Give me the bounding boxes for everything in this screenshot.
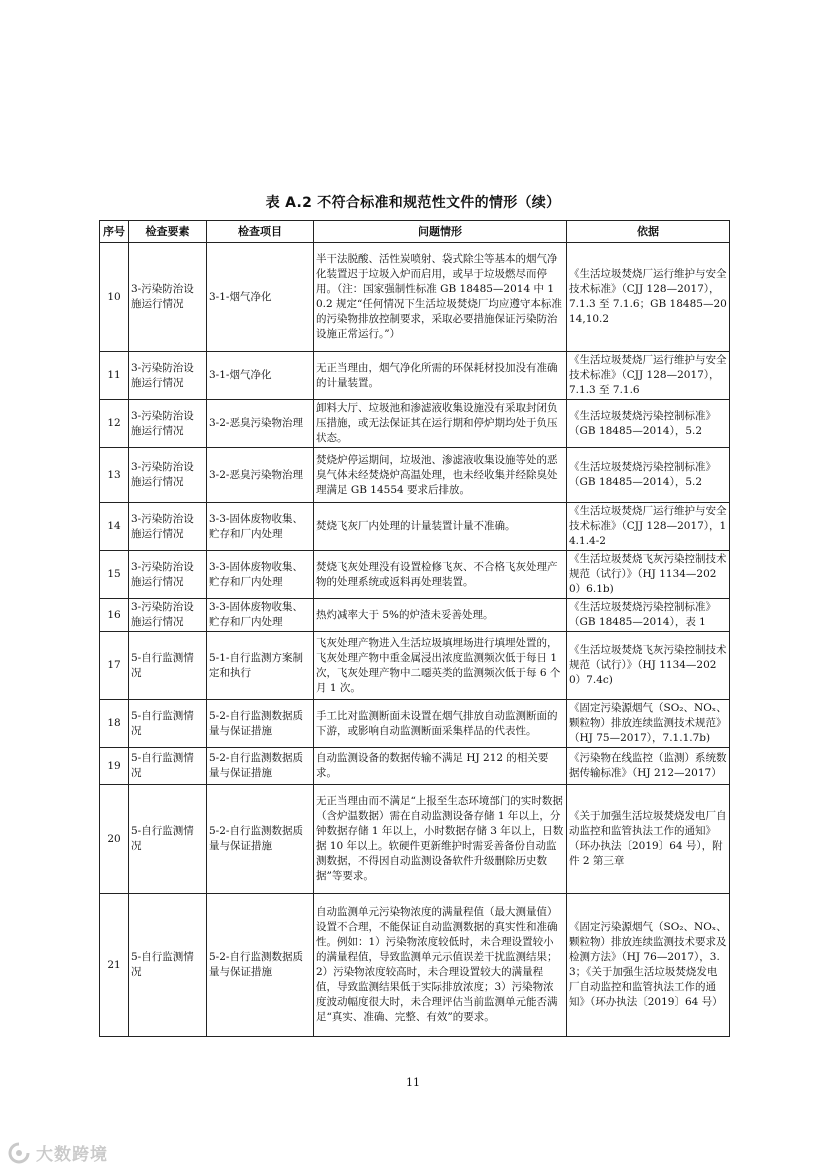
row-element: 3-污染防治设施运行情况 — [129, 400, 207, 448]
row-basis: 《固定污染源烟气（SO₂、NOₓ、颗粒物）排放连续监测技术要求及检测方法》（HJ 76—2017），3.3；《关于加强生活垃圾焚烧发电厂自动监控和监管执法工作的通知》（环办执法〔2019〕64 号） — [567, 894, 730, 1037]
table-row — [100, 632, 730, 700]
row-element: 3-污染防治设施运行情况 — [129, 599, 207, 632]
row-item: 3-1-烟气净化 — [207, 243, 314, 352]
row-element: 5-自行监测情况 — [129, 632, 207, 700]
row-number: 20 — [100, 785, 129, 894]
standards-table — [99, 220, 730, 1037]
row-element: 3-污染防治设施运行情况 — [129, 352, 207, 400]
row-item: 3-3-固体废物收集、贮存和厂内处理 — [207, 551, 314, 599]
watermark-text: 大数跨境 — [36, 1145, 108, 1165]
row-problem: 飞灰处理产物进入生活垃圾填埋场进行填埋处置的，飞灰处理产物中重金属浸出浓度监测频次低于每日 1 次，飞灰处理产物中二噁英类的监测频次低于每 6 个月 1 次。 — [314, 632, 567, 700]
row-item: 5-1-自行监测方案制定和执行 — [207, 632, 314, 700]
header-item: 检查项目 — [207, 221, 314, 243]
row-item: 5-2-自行监测数据质量与保证措施 — [207, 785, 314, 894]
row-element: 3-污染防治设施运行情况 — [129, 503, 207, 551]
row-number: 12 — [100, 400, 129, 448]
row-number: 19 — [100, 748, 129, 785]
row-basis: 《关于加强生活垃圾焚烧发电厂自动监控和监管执法工作的通知》（环办执法〔2019〕64 号），附件 2 第三章 — [567, 785, 730, 894]
row-problem: 自动监测单元污染物浓度的满量程值（最大测量值）设置不合理，不能保证自动监测数据的真实性和准确性。例如：1）污染物浓度较低时，未合理设置较小的满量程值，导致监测单元示值误差干扰监测结果；2）污染物浓度较高时，未合理设置较大的满量程值，导致监测结果低于实际排放浓度；3）污染物浓度波动幅度很大时，未合理评估当前监测单元能否满足“真实、准确、完整、有效”的要求。 — [314, 894, 567, 1037]
row-element: 3-污染防治设施运行情况 — [129, 243, 207, 352]
row-basis: 《生活垃圾焚烧污染控制标准》（GB 18485—2014），5.2 — [567, 400, 730, 448]
table-row — [100, 785, 730, 894]
page-number: 11 — [406, 1076, 420, 1089]
row-basis: 《生活垃圾焚烧飞灰污染控制技术规范（试行）》（HJ 1134—2020）6.1b) — [567, 551, 730, 599]
row-number: 16 — [100, 599, 129, 632]
row-problem: 手工比对监测断面未设置在烟气排放自动监测断面的下游，或影响自动监测断面采集样品的代表性。 — [314, 700, 567, 748]
table-row — [100, 700, 730, 748]
header-no: 序号 — [100, 221, 129, 243]
row-number: 13 — [100, 448, 129, 503]
row-problem: 半干法脱酸、活性炭喷射、袋式除尘等基本的烟气净化装置迟于垃圾入炉而启用，或早于垃圾燃尽而停用。（注：国家强制性标准 GB 18485—2014 中 10.2 规定“任何情况下生活垃圾焚烧厂均应遵守本标准的污染物排放控制要求，采取必要措施保证污染防治设施正常运行。”） — [314, 243, 567, 352]
row-number: 11 — [100, 352, 129, 400]
table-row — [100, 400, 730, 448]
row-number: 21 — [100, 894, 129, 1037]
row-basis: 《固定污染源烟气（SO₂、NOₓ、颗粒物）排放连续监测技术规范》（HJ 75—2017），7.1.1.7b) — [567, 700, 730, 748]
row-basis: 《生活垃圾焚烧污染控制标准》（GB 18485—2014），表 1 — [567, 599, 730, 632]
row-number: 14 — [100, 503, 129, 551]
row-basis: 《生活垃圾焚烧飞灰污染控制技术规范（试行）》（HJ 1134—2020）7.4c) — [567, 632, 730, 700]
table-row — [100, 748, 730, 785]
table-row — [100, 894, 730, 1037]
row-element: 3-污染防治设施运行情况 — [129, 551, 207, 599]
row-item: 3-2-恶臭污染物治理 — [207, 448, 314, 503]
row-item: 5-2-自行监测数据质量与保证措施 — [207, 748, 314, 785]
row-basis: 《生活垃圾焚烧厂运行维护与安全技术标准》（CJJ 128—2017），7.1.3 至 7.1.6；GB 18485—2014,10.2 — [567, 243, 730, 352]
row-element: 5-自行监测情况 — [129, 748, 207, 785]
row-problem: 焚烧炉停运期间，垃圾池、渗滤液收集设施等处的恶臭气体未经焚烧炉高温处理，也未经收集并经除臭处理满足 GB 14554 要求后排放。 — [314, 448, 567, 503]
row-problem: 卸料大厅、垃圾池和渗滤液收集设施没有采取封闭负压措施，或无法保证其在运行期和停炉期均处于负压状态。 — [314, 400, 567, 448]
row-element: 5-自行监测情况 — [129, 700, 207, 748]
table-row — [100, 352, 730, 400]
brand-logo-icon — [6, 1142, 32, 1164]
row-basis: 《污染物在线监控（监测）系统数据传输标准》（HJ 212—2017） — [567, 748, 730, 785]
row-problem: 无正当理由而不满足“上报至生态环境部门的实时数据（含炉温数据）需在自动监测设备存储 1 年以上，分钟数据存储 1 年以上，小时数据存储 3 年以上，日数据 10 年以上。软硬件更新维护时需妥善备份自动监测数据，不得因自动监测设备软件升级删除历史数据”等要求。 — [314, 785, 567, 894]
row-problem: 焚烧飞灰处理没有设置检修飞灰、不合格飞灰处理产物的处理系统或返料再处理装置。 — [314, 551, 567, 599]
row-basis: 《生活垃圾焚烧厂运行维护与安全技术标准》（CJJ 128—2017），7.1.3 至 7.1.6 — [567, 352, 730, 400]
row-basis: 《生活垃圾焚烧厂运行维护与安全技术标准》（CJJ 128—2017），14.1.4-2 — [567, 503, 730, 551]
row-problem: 焚烧飞灰厂内处理的计量装置计量不准确。 — [314, 503, 567, 551]
header-element: 检查要素 — [129, 221, 207, 243]
row-number: 18 — [100, 700, 129, 748]
table-title: 表 A.2 不符合标准和规范性文件的情形（续） — [265, 195, 561, 211]
row-item: 5-2-自行监测数据质量与保证措施 — [207, 700, 314, 748]
row-number: 10 — [100, 243, 129, 352]
table-row — [100, 448, 730, 503]
row-element: 3-污染防治设施运行情况 — [129, 448, 207, 503]
table-row — [100, 503, 730, 551]
row-item: 3-3-固体废物收集、贮存和厂内处理 — [207, 599, 314, 632]
row-element: 5-自行监测情况 — [129, 894, 207, 1037]
row-problem: 自动监测设备的数据传输不满足 HJ 212 的相关要求。 — [314, 748, 567, 785]
row-basis: 《生活垃圾焚烧污染控制标准》（GB 18485—2014），5.2 — [567, 448, 730, 503]
row-element: 5-自行监测情况 — [129, 785, 207, 894]
row-problem: 无正当理由，烟气净化所需的环保耗材投加没有准确的计量装置。 — [314, 352, 567, 400]
row-item: 3-2-恶臭污染物治理 — [207, 400, 314, 448]
row-item: 3-3-固体废物收集、贮存和厂内处理 — [207, 503, 314, 551]
header-problem: 问题情形 — [314, 221, 567, 243]
row-item: 5-2-自行监测数据质量与保证措施 — [207, 894, 314, 1037]
table-row — [100, 243, 730, 352]
watermark — [6, 1140, 108, 1165]
row-number: 15 — [100, 551, 129, 599]
table-header-row — [100, 221, 730, 243]
header-basis: 依据 — [567, 221, 730, 243]
row-problem: 热灼减率大于 5%的炉渣未妥善处理。 — [314, 599, 567, 632]
row-number: 17 — [100, 632, 129, 700]
table-row — [100, 551, 730, 599]
row-item: 3-1-烟气净化 — [207, 352, 314, 400]
table-row — [100, 599, 730, 632]
